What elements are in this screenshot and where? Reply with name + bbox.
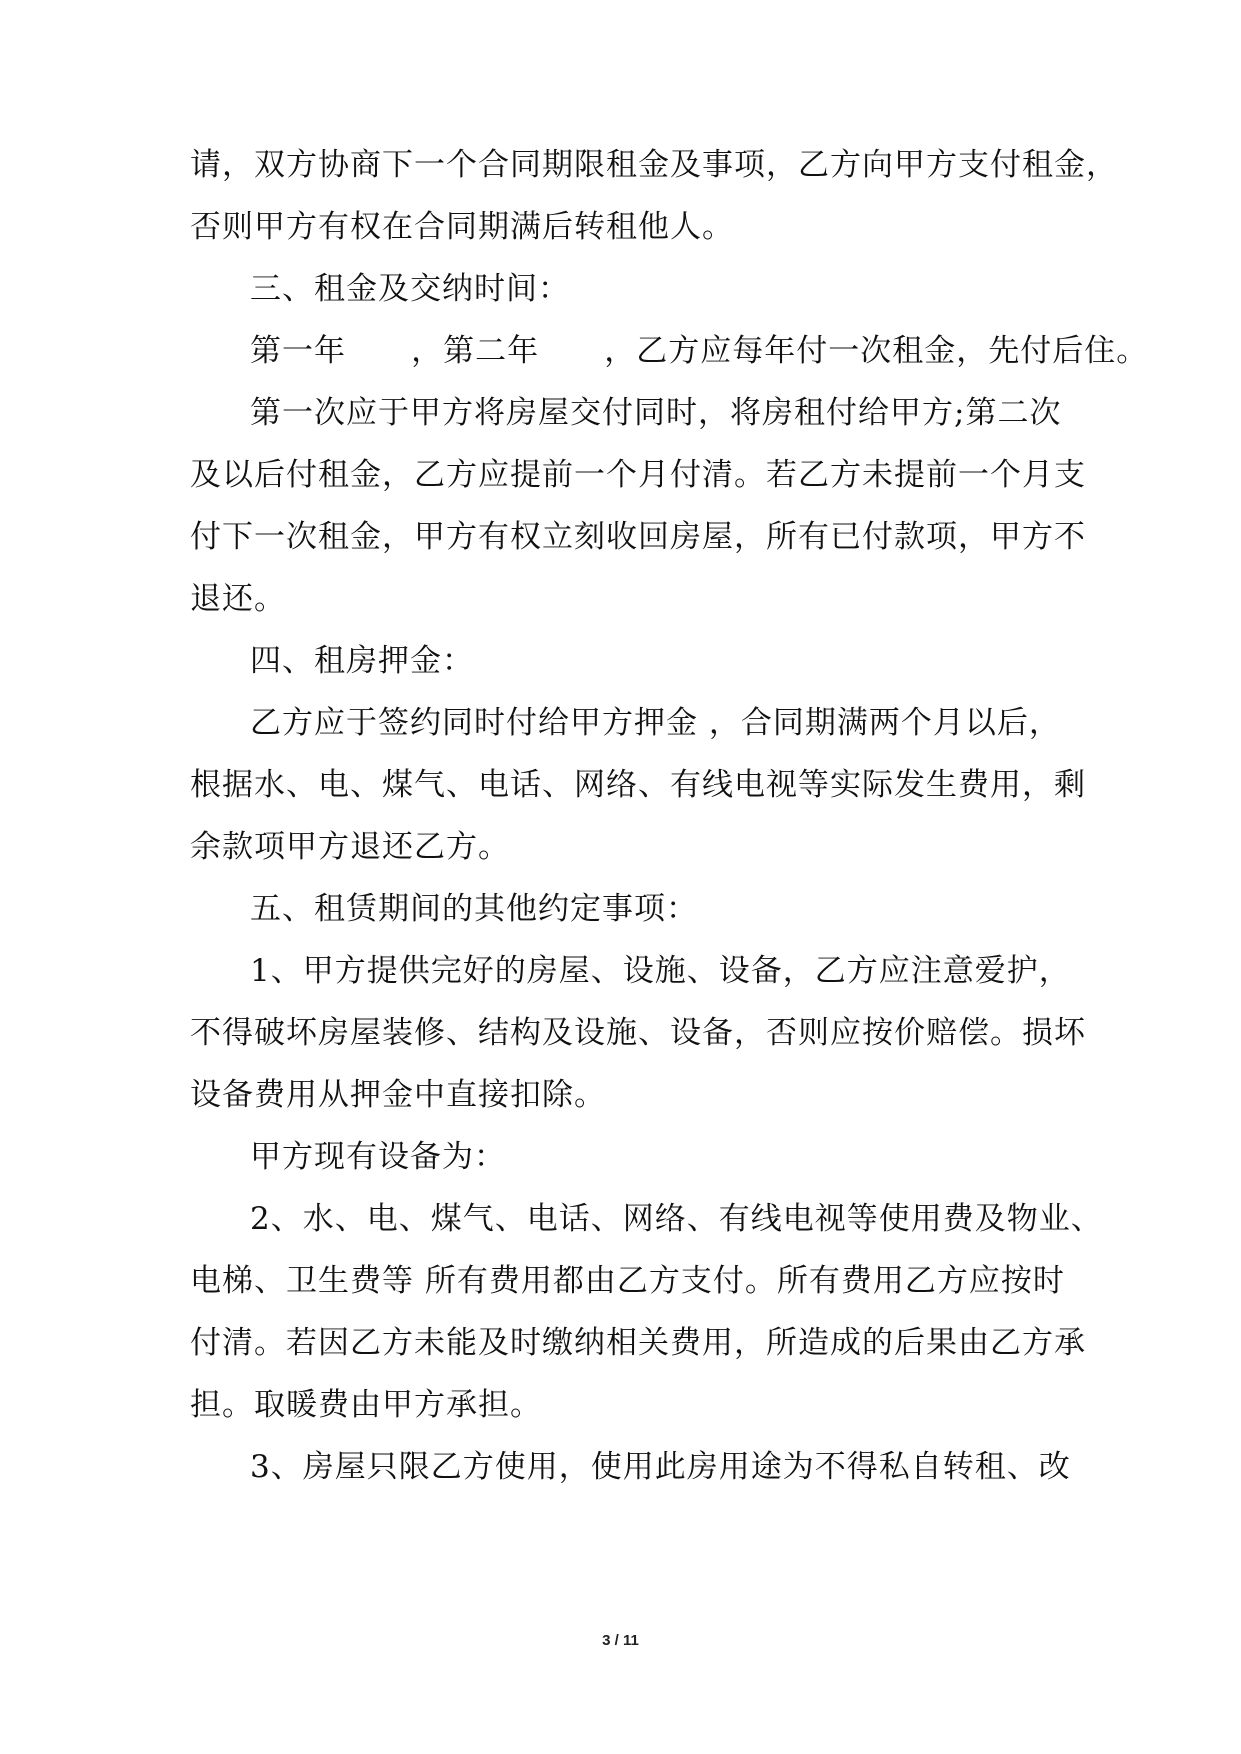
text-line: 1、甲方提供完好的房屋、设施、设备，乙方应注意爱护，	[250, 953, 1071, 989]
text-line: 甲方现有设备为：	[250, 1139, 506, 1175]
text-line: 退还。	[190, 581, 286, 617]
text-line: 根据水、电、煤气、电话、网络、有线电视等实际发生费用，剩	[190, 767, 1086, 803]
text-line: 2、水、电、煤气、电话、网络、有线电视等使用费及物业、	[250, 1201, 1103, 1237]
section-heading: 四、租房押金：	[250, 643, 474, 679]
text-line: 电梯、卫生费等 所有费用都由乙方支付。所有费用乙方应按时	[190, 1263, 1065, 1299]
section-heading: 五、租赁期间的其他约定事项：	[250, 891, 698, 927]
text-line: 不得破坏房屋装修、结构及设施、设备，否则应按价赔偿。损坏	[190, 1015, 1086, 1051]
text-line: 余款项甲方退还乙方。	[190, 829, 510, 865]
text-line: 乙方应于签约同时付给甲方押金 ，合同期满两个月以后，	[250, 705, 1061, 741]
text-line: 3、房屋只限乙方使用，使用此房用途为不得私自转租、改	[250, 1449, 1071, 1485]
text-line: 第一次应于甲方将房屋交付同时，将房租付给甲方;第二次	[250, 395, 1062, 431]
text-line: 付下一次租金，甲方有权立刻收回房屋，所有已付款项，甲方不	[190, 519, 1086, 555]
text-line: 担。取暖费由甲方承担。	[190, 1387, 542, 1423]
text-line: 及以后付租金，乙方应提前一个月付清。若乙方未提前一个月支	[190, 457, 1086, 493]
section-heading: 三、租金及交纳时间：	[250, 271, 570, 307]
text-line: 设备费用从押金中直接扣除。	[190, 1077, 606, 1113]
text-line: 第一年 ，第二年 ，乙方应每年付一次租金，先付后住。	[250, 333, 1149, 369]
text-line: 请，双方协商下一个合同期限租金及事项，乙方向甲方支付租金，	[190, 147, 1118, 183]
page-number: 3 / 11	[602, 1632, 639, 1649]
text-line: 付清。若因乙方未能及时缴纳相关费用，所造成的后果由乙方承	[190, 1325, 1086, 1361]
text-line: 否则甲方有权在合同期满后转租他人。	[190, 209, 734, 245]
